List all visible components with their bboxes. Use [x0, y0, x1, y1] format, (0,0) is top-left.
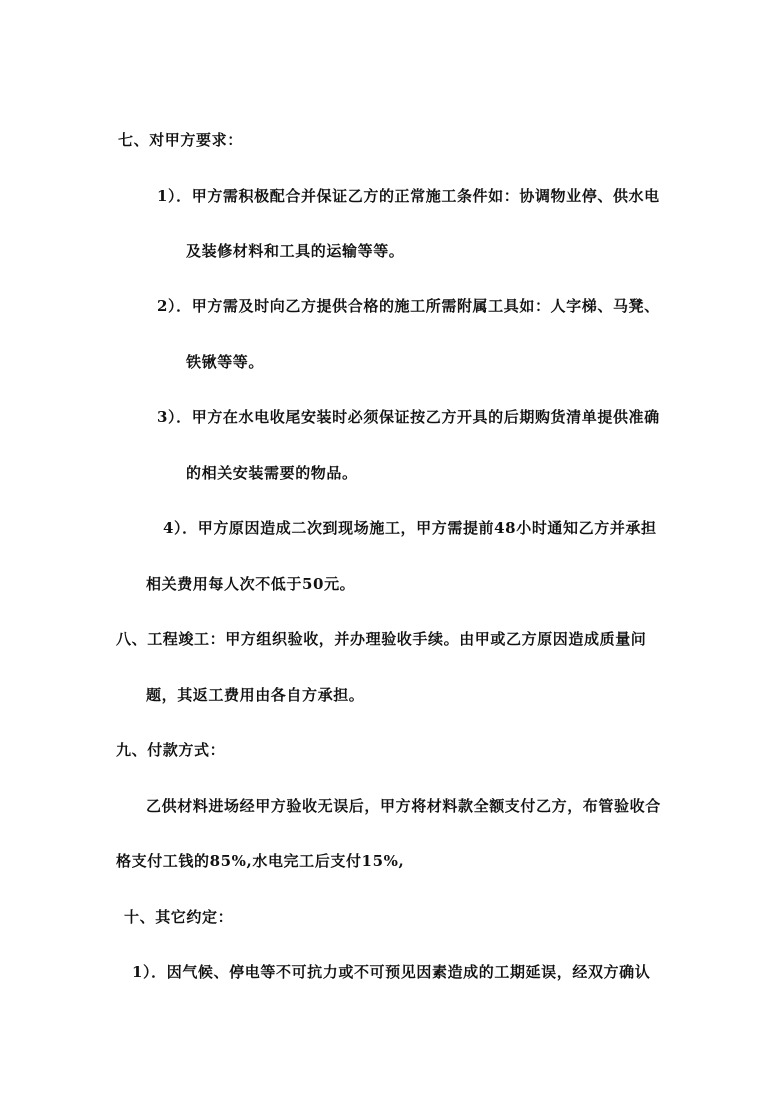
section-8-line-1: 八、工程竣工：甲方组织验收，并办理验收手续。由甲或乙方原因造成质量问 — [116, 630, 647, 648]
section-9-heading: 九、付款方式： — [116, 741, 226, 759]
section-7-heading: 七、对甲方要求： — [118, 131, 243, 149]
section-7-item-1-line-1: 1）．甲方需积极配合并保证乙方的正常施工条件如：协调物业停、供水电 — [157, 187, 660, 205]
section-7-item-1-line-2: 及装修材料和工具的运输等等。 — [186, 242, 405, 260]
section-7-item-4-line-1: 4）．甲方原因造成二次到现场施工，甲方需提前48小时通知乙方并承担 — [163, 519, 657, 537]
section-10-item-1-line-1: 1）．因气候、停电等不可抗力或不可预见因素造成的工期延误，经双方确认 — [132, 963, 651, 981]
section-8-line-2: 题，其返工费用由各自方承担。 — [146, 686, 365, 704]
section-7-item-3-line-2: 的相关安装需要的物品。 — [186, 464, 358, 482]
section-7-item-4-line-2: 相关费用每人次不低于50元。 — [146, 575, 356, 593]
section-7-item-3-line-1: 3）．甲方在水电收尾安装时必须保证按乙方开具的后期购货清单提供准确 — [157, 408, 660, 426]
section-9-line-1: 乙供材料进场经甲方验收无误后，甲方将材料款全额支付乙方，布管验收合 — [146, 797, 661, 815]
section-7-item-2-line-1: 2）．甲方需及时向乙方提供合格的施工所需附属工具如：人字梯、马凳、 — [157, 297, 660, 315]
section-10-heading: 十、其它约定： — [124, 908, 234, 926]
section-7-item-2-line-2: 铁锹等等。 — [186, 353, 265, 371]
section-9-line-2: 格支付工钱的85%,水电完工后支付15%, — [116, 852, 405, 870]
